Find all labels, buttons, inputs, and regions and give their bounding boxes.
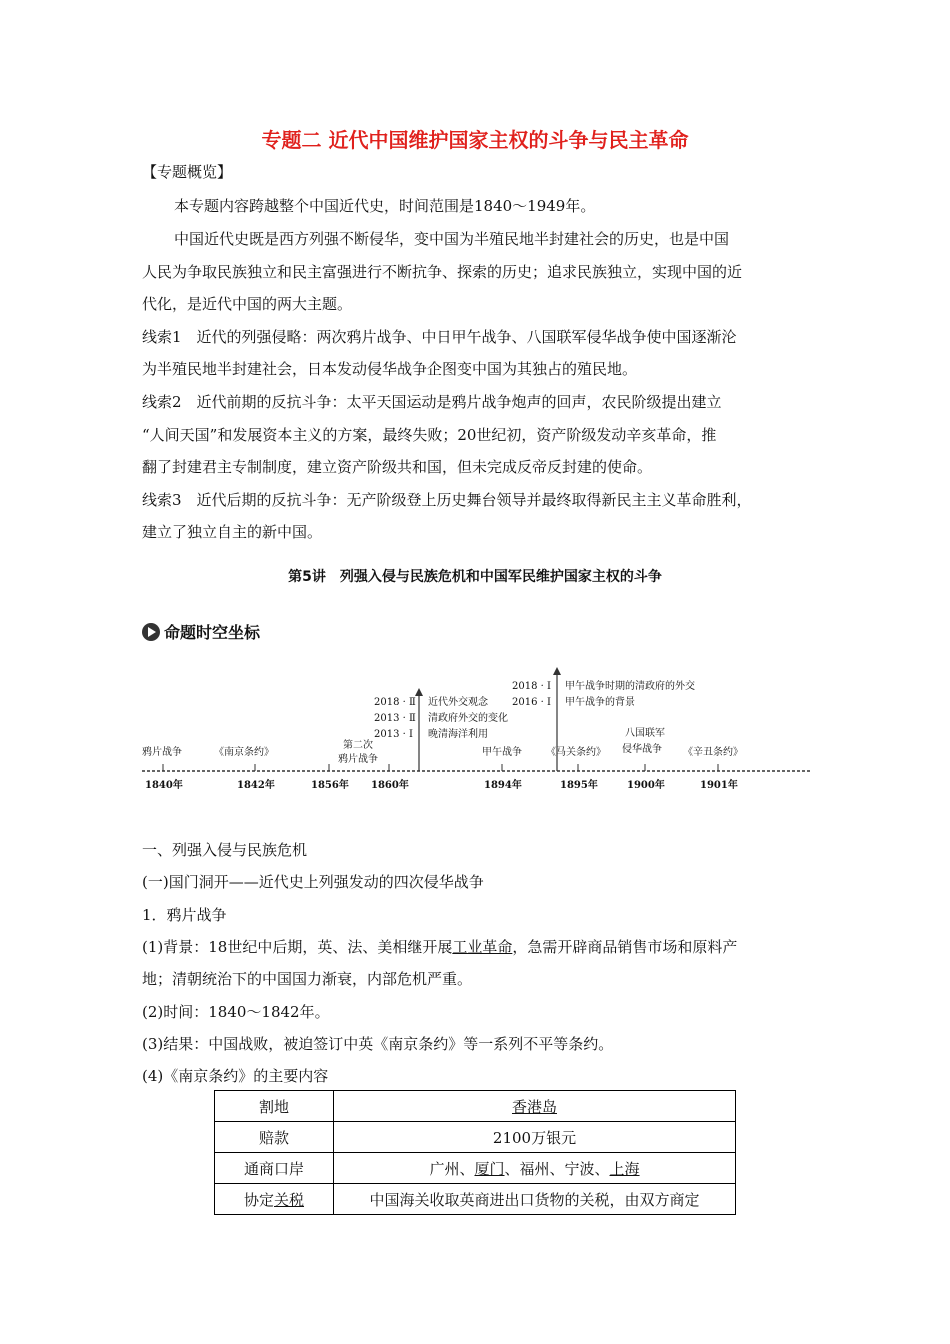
background-text-a: (1)背景：18世纪中后期，英、法、美相继开展 (142, 938, 453, 956)
clue-3-line-2: 建立了独立自主的新中国。 (142, 523, 323, 541)
exam-left-2: 2013 · Ⅱ (374, 713, 416, 724)
event-second-opium-war-line-2: 鸦片战争 (338, 754, 378, 765)
table-value-indemnity: 2100万银元 (334, 1122, 736, 1153)
tariff-key-b: 关税 (274, 1190, 305, 1209)
overview-paragraph-2-line-3: 代化，是近代中国的两大主题。 (142, 295, 353, 313)
clue-1-line-1: 线索1 近代的列强侵略：两次鸦片战争、中日甲午战争、八国联军侵华战争使中国逐渐沦 (142, 328, 737, 346)
topic-left-3: 晚清海洋利用 (428, 729, 488, 740)
industrial-revolution-term: 工业革命 (452, 938, 513, 956)
exam-left-1: 2018 · Ⅱ (374, 697, 416, 708)
section-1-heading: 一、列强入侵与民族危机 (142, 841, 308, 859)
year-1840: 1840年 (145, 780, 183, 791)
table-row (215, 1153, 736, 1184)
table-key-indemnity: 赔款 (215, 1122, 334, 1153)
content-line: (4)《南京条约》的主要内容 (142, 1067, 329, 1085)
year-1900: 1900年 (627, 780, 665, 791)
topic-right-2: 甲午战争的背景 (565, 697, 635, 708)
clue-1-line-2: 为半殖民地半封建社会，日本发动侵华战争企图变中国为其独占的殖民地。 (142, 360, 638, 378)
hong-kong-term: 香港岛 (511, 1097, 557, 1116)
arrow-right-head (553, 667, 561, 675)
port-guangzhou: 广州、 (429, 1159, 475, 1178)
port-fuzhou-ningbo: 、福州、宁波、 (504, 1159, 610, 1178)
year-1860: 1860年 (371, 780, 409, 791)
clue-2-line-1: 线索2 近代前期的反抗斗争：太平天国运动是鸦片战争炮声的回声，农民阶级提出建立 (142, 393, 722, 411)
event-second-opium-war-line-1: 第二次 (343, 740, 373, 751)
table-value-tariff: 中国海关收取英商进出口货物的关税，由双方商定 (334, 1184, 736, 1215)
background-text-b: ，急需开辟商品销售市场和原料产 (512, 938, 738, 956)
page-title: 专题二 近代中国维护国家主权的斗争与民主革命 (261, 128, 689, 152)
background-line-1 (142, 937, 737, 957)
section-1-1-heading: (一)国门洞开——近代史上列强发动的四次侵华战争 (142, 873, 484, 891)
year-1894: 1894年 (484, 780, 522, 791)
overview-heading: 【专题概览】 (142, 163, 233, 181)
time-line: (2)时间：1840～1842年。 (142, 1003, 330, 1021)
table-key-tariff (215, 1184, 334, 1215)
event-sino-japanese-war: 甲午战争 (482, 747, 522, 758)
table-row (215, 1091, 736, 1122)
table-row (215, 1122, 736, 1153)
timeline-heading-label: 命题时空坐标 (164, 623, 261, 642)
background-line-2: 地；清朝统治下的中国国力渐衰，内部危机严重。 (142, 970, 473, 988)
clue-3-line-1: 线索3 近代后期的反抗斗争：无产阶级登上历史舞台领导并最终取得新民主主义革命胜利， (142, 491, 752, 509)
topic-left-1: 近代外交观念 (428, 697, 488, 708)
topic-left-2: 清政府外交的变化 (428, 713, 508, 724)
overview-paragraph-1: 本专题内容跨越整个中国近代史，时间范围是1840～1949年。 (174, 197, 596, 215)
event-boxer-protocol: 《辛丑条约》 (683, 747, 743, 758)
opium-war-heading: 1．鸦片战争 (142, 906, 227, 924)
topic-right-1: 甲午战争时期的清政府的外交 (565, 681, 695, 692)
nanjing-treaty-table (214, 1090, 736, 1215)
tariff-key-a: 协定 (243, 1190, 274, 1209)
year-1895: 1895年 (560, 780, 598, 791)
overview-paragraph-2-line-1: 中国近代史既是西方列强不断侵华，变中国为半殖民地半封建社会的历史，也是中国 (174, 230, 730, 248)
result-line: (3)结果：中国战败，被迫签订中英《南京条约》等一系列不平等条约。 (142, 1035, 614, 1053)
table-key-ports: 通商口岸 (215, 1153, 334, 1184)
overview-paragraph-2-line-2: 人民为争取民族独立和民主富强进行不断抗争、探索的历史；追求民族独立，实现中国的近 (142, 263, 743, 281)
year-1901: 1901年 (700, 780, 738, 791)
table-key-cession: 割地 (215, 1091, 334, 1122)
event-eight-nation-alliance-line-2: 侵华战争 (622, 744, 662, 755)
lecture-title: 第5讲 列强入侵与民族危机和中国军民维护国家主权的斗争 (288, 569, 662, 585)
year-1842: 1842年 (237, 780, 275, 791)
event-shimonoseki-treaty: 《马关条约》 (546, 747, 606, 758)
event-opium-war: 鸦片战争 (142, 747, 182, 758)
arrow-left-head (415, 688, 423, 696)
clue-2-line-2: “人间天国”和发展资本主义的方案，最终失败；20世纪初，资产阶级发动辛亥革命，推 (142, 426, 717, 444)
table-value-cession (334, 1091, 736, 1122)
table-row (215, 1184, 736, 1215)
exam-right-1: 2018 · Ⅰ (512, 681, 551, 692)
exam-left-3: 2013 · Ⅰ (374, 729, 413, 740)
port-shanghai: 上海 (609, 1159, 640, 1178)
table-value-ports (334, 1153, 736, 1184)
year-1856: 1856年 (311, 780, 349, 791)
exam-right-2: 2016 · Ⅰ (512, 697, 551, 708)
port-xiamen: 厦门 (474, 1159, 505, 1178)
event-nanjing-treaty: 《南京条约》 (214, 747, 274, 758)
clue-2-line-3: 翻了封建君主专制制度，建立资产阶级共和国，但未完成反帝反封建的使命。 (142, 458, 653, 476)
event-eight-nation-alliance-line-1: 八国联军 (625, 728, 665, 739)
